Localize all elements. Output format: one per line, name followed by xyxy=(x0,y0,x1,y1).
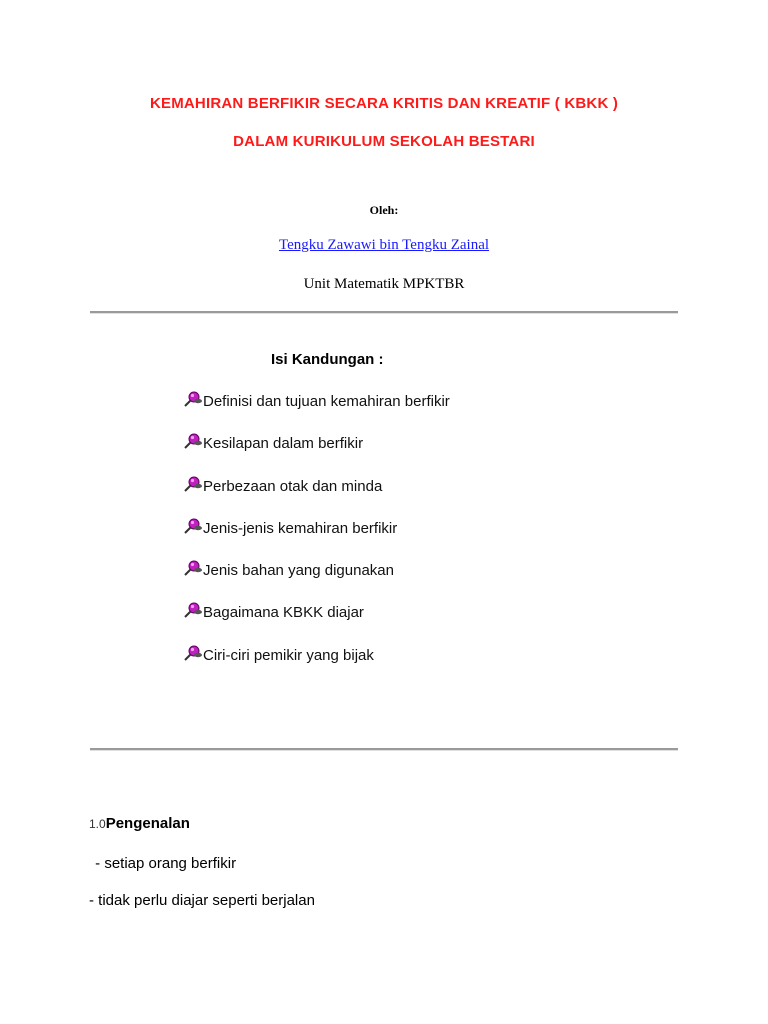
toc-item[interactable] xyxy=(183,600,450,642)
toc-item[interactable] xyxy=(183,474,450,516)
byline-label: Oleh: xyxy=(369,203,399,217)
toc-item-label: Jenis-jenis kemahiran berfikir xyxy=(203,519,398,537)
toc-item[interactable] xyxy=(183,643,450,685)
toc-item[interactable] xyxy=(183,558,450,600)
author-affiliation: Unit Matematik MPKTBR xyxy=(303,276,465,292)
toc-item-label: Definisi dan tujuan kemahiran berfikir xyxy=(203,393,450,410)
author-name xyxy=(0,237,768,254)
toc-item-label: Perbezaan otak dan minda xyxy=(203,477,383,495)
magenta-pushpin-icon xyxy=(183,431,204,451)
author-link[interactable]: Tengku Zawawi bin Tengku Zainal xyxy=(278,237,490,253)
horizontal-divider-top xyxy=(90,311,678,314)
page-title-line-2: DALAM KURIKULUM SEKOLAH BESTARI xyxy=(233,133,535,150)
toc-item-label: Jenis bahan yang digunakan xyxy=(203,562,394,580)
magenta-pushpin-icon xyxy=(183,389,204,409)
section-line: - setiap orang berfikir xyxy=(91,855,237,872)
toc-item[interactable] xyxy=(183,389,450,431)
magenta-pushpin-icon xyxy=(183,474,204,494)
magenta-pushpin-icon xyxy=(183,600,204,620)
toc-heading: Isi Kandungan : xyxy=(271,351,384,368)
toc-item[interactable] xyxy=(183,431,450,473)
magenta-pushpin-icon xyxy=(183,558,204,578)
section-heading xyxy=(89,815,190,833)
page-title-line-1: KEMAHIRAN BERFIKIR SECARA KRITIS DAN KREATIF ( KBKK ) xyxy=(149,95,619,112)
toc-item-label: Ciri-ciri pemikir yang bijak xyxy=(203,646,374,664)
horizontal-divider-bottom xyxy=(90,748,678,751)
section-title: Pengenalan xyxy=(105,815,190,832)
toc-item[interactable] xyxy=(183,516,450,558)
magenta-pushpin-icon xyxy=(183,516,204,536)
toc-item-label: Kesilapan dalam berfikir xyxy=(203,435,364,453)
section-line: - tidak perlu diajar seperti berjalan xyxy=(89,892,315,909)
toc-item-label: Bagaimana KBKK diajar xyxy=(203,604,364,622)
magenta-pushpin-icon xyxy=(183,643,204,663)
section-number: 1.0 xyxy=(89,817,106,831)
toc-list xyxy=(183,389,450,685)
